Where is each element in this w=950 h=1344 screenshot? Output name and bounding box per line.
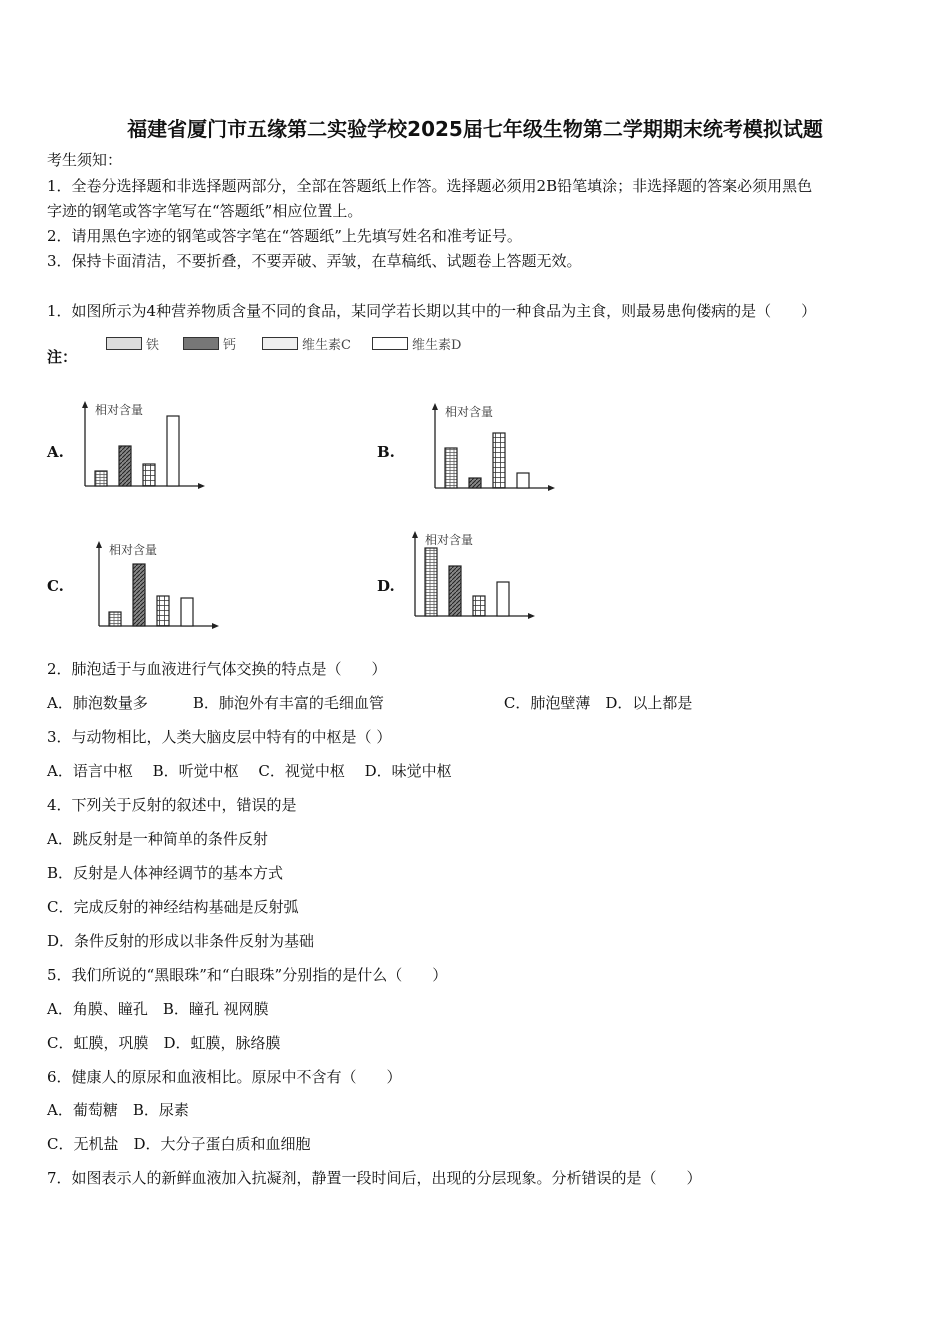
vitamin-c-swatch-icon	[262, 337, 298, 350]
option-c-label: C.	[47, 577, 64, 595]
legend-note-label: 注：	[47, 348, 78, 366]
x-axis-arrow-icon	[198, 483, 205, 489]
notice-item: 1．全卷分选择题和非选择题两部分，全部在答题纸上作答。选择题必须用2B铅笔填涂；非选择题的答案必须用黑色	[47, 177, 813, 195]
y-axis-arrow-icon	[96, 541, 102, 548]
legend-iron: 铁	[106, 334, 159, 353]
bar-iron	[109, 612, 121, 626]
y-axis-label: 相对含量	[445, 405, 494, 419]
chart-d	[408, 528, 538, 623]
y-axis-arrow-icon	[432, 403, 438, 410]
bar-vitamin-d	[517, 473, 529, 488]
y-axis-arrow-icon	[82, 401, 88, 408]
chart-a	[78, 398, 208, 493]
iron-swatch-icon	[106, 337, 142, 350]
question-6-stem: 6．健康人的原尿和血液相比。原尿中不含有（ ）	[47, 1068, 402, 1086]
question-5-stem: 5．我们所说的“黑眼珠”和“白眼珠”分别指的是什么（ ）	[47, 966, 448, 984]
x-axis-arrow-icon	[548, 485, 555, 491]
chart-b	[428, 400, 558, 495]
question-6-options-cd: C．无机盐 D．大分子蛋白质和血细胞	[47, 1135, 311, 1153]
bar-vitamin-c	[157, 596, 169, 626]
y-axis-label: 相对含量	[95, 403, 144, 417]
bar-vitamin-d	[181, 598, 193, 626]
question-4-option-c: C．完成反射的神经结构基础是反射弧	[47, 898, 299, 916]
question-4-option-b: B．反射是人体神经调节的基本方式	[47, 864, 284, 882]
legend-calcium: 钙	[183, 334, 236, 353]
page-title: 福建省厦门市五缘第二实验学校2025届七年级生物第二学期期末统考模拟试题	[127, 117, 823, 141]
question-5-options-ab: A．角膜、瞳孔 B．瞳孔 视网膜	[47, 1000, 269, 1018]
notice-heading: 考生须知：	[47, 151, 123, 169]
bar-calcium	[469, 478, 481, 488]
question-7-stem: 7．如图表示人的新鲜血液加入抗凝剂，静置一段时间后，出现的分层现象。分析错误的是（ ）	[47, 1169, 702, 1187]
y-axis-label: 相对含量	[109, 543, 158, 557]
vitamin-d-swatch-icon	[372, 337, 408, 350]
legend-vitamin-d: 维生素D	[372, 334, 461, 353]
notice-item: 2．请用黑色字迹的钢笔或答字笔在“答题纸”上先填写姓名和准考证号。	[47, 227, 522, 245]
calcium-swatch-icon	[183, 337, 219, 350]
question-2-stem: 2．肺泡适于与血液进行气体交换的特点是（ ）	[47, 660, 387, 678]
option-d-label: D.	[377, 577, 395, 595]
bar-iron	[425, 548, 437, 616]
question-4-option-a: A．跳反射是一种简单的条件反射	[47, 830, 268, 848]
bar-vitamin-c	[493, 433, 505, 488]
y-axis-arrow-icon	[412, 531, 418, 538]
legend-vitamin-c: 维生素C	[262, 334, 351, 353]
option-b-label: B.	[377, 443, 395, 461]
x-axis-arrow-icon	[528, 613, 535, 619]
question-5-options-cd: C．虹膜，巩膜 D．虹膜，脉络膜	[47, 1034, 281, 1052]
bar-vitamin-d	[497, 582, 509, 616]
bar-vitamin-c	[473, 596, 485, 616]
question-3-options: A．语言中枢 B．听觉中枢 C．视觉中枢 D．味觉中枢	[47, 762, 452, 780]
bar-calcium	[133, 564, 145, 626]
question-4-stem: 4．下列关于反射的叙述中，错误的是	[47, 796, 297, 814]
bar-vitamin-d	[167, 416, 179, 486]
question-1-stem: 1．如图所示为4种营养物质含量不同的食品，某同学若长期以其中的一种食品为主食，则最易患佝偻病的是（ ）	[47, 302, 817, 320]
x-axis-arrow-icon	[212, 623, 219, 629]
bar-calcium	[119, 446, 131, 486]
bar-vitamin-c	[143, 464, 155, 486]
question-6-options-ab: A．葡萄糖 B．尿素	[47, 1101, 189, 1119]
notice-item: 字迹的钢笔或答字笔写在“答题纸”相应位置上。	[47, 202, 363, 220]
notice-item: 3．保持卡面清洁，不要折叠，不要弄破、弄皱，在草稿纸、试题卷上答题无效。	[47, 252, 582, 270]
question-3-stem: 3．与动物相比，人类大脑皮层中特有的中枢是（ ）	[47, 728, 392, 746]
bar-calcium	[449, 566, 461, 616]
bar-iron	[445, 448, 457, 488]
chart-c	[92, 538, 222, 634]
question-4-option-d: D．条件反射的形成以非条件反射为基础	[47, 932, 315, 950]
option-a-label: A.	[47, 443, 64, 461]
bar-iron	[95, 471, 107, 486]
y-axis-label: 相对含量	[425, 533, 474, 547]
question-2-options: A．肺泡数量多 B．肺泡外有丰富的毛细血管 C．肺泡壁薄 D．以上都是	[47, 694, 693, 712]
